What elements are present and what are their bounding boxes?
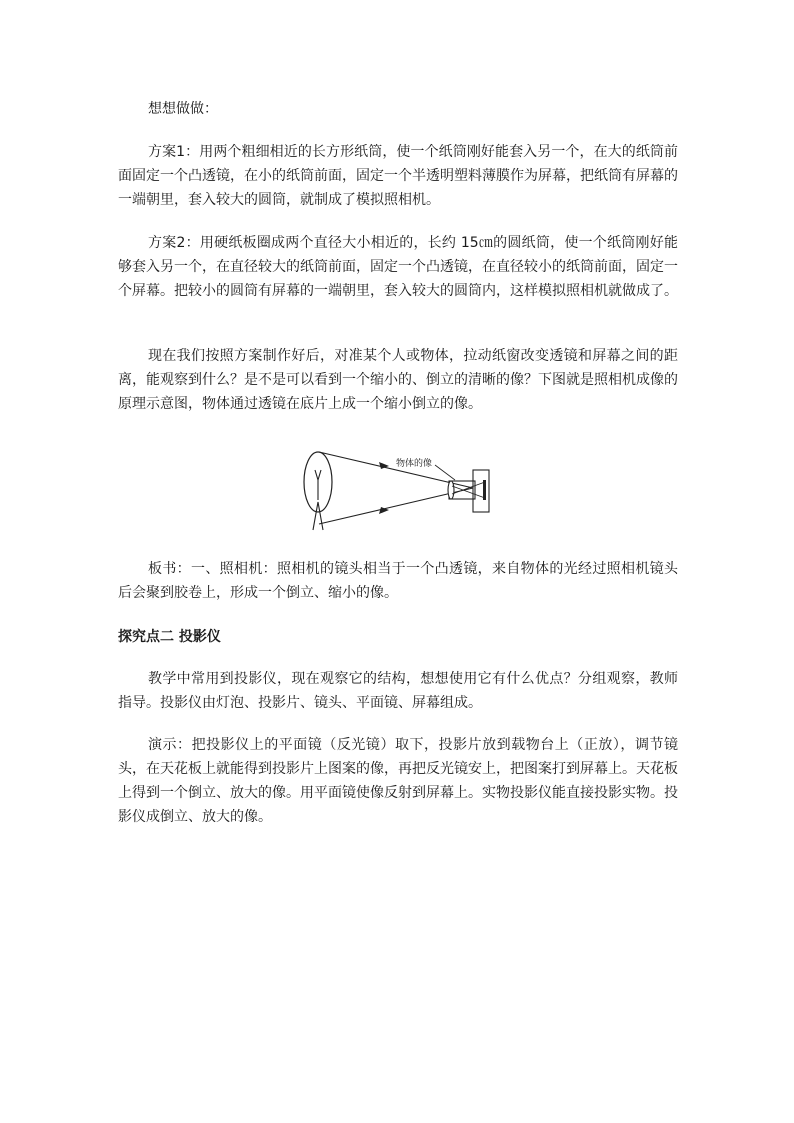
camera-imaging-diagram: [297, 444, 497, 532]
image-label: 物体的像: [396, 459, 433, 469]
lens: [448, 481, 454, 499]
object-figure: [313, 470, 323, 530]
section-heading-projector: 探究点二 投影仪: [118, 629, 221, 645]
board-notes-paragraph: 板书：一、照相机：照相机的镜头相当于一个凸透镜，来自物体的光经过照相机镜头后会聚到胶卷上，形成一个倒立、缩小的像。: [118, 561, 678, 601]
observation-paragraph: 现在我们按照方案制作好后，对准某个人或物体，拉动纸窗改变透镜和屏幕之间的距离，能观察到什么？是不是可以看到一个缩小的、倒立的清晰的像？下图就是照相机成像的原理示意图，物体通过透镜在底片上成一个缩小倒立的像。: [118, 348, 678, 412]
intro-heading: 想想做做：: [148, 101, 218, 117]
plan-1-paragraph: 方案1：用两个粗细相近的长方形纸筒，使一个纸筒刚好能套入另一个，在大的纸筒前面固定一个凸透镜，在小的纸筒前面，固定一个半透明塑料薄膜作为屏幕，把纸筒有屏幕的一端朝里，套入较大的圆筒，就制成了模拟照相机。: [118, 144, 678, 208]
plan-2-paragraph: 方案2：用硬纸板圈成两个直径大小相近的，长约 15㎝的圆纸筒，使一个纸筒刚好能够套入另一个，在直径较大的纸筒前面，固定一个凸透镜，在直径较小的纸筒前面，固定一个屏幕。把较小的圆筒有屏幕的一端朝里，套入较大的圆筒内，这样模拟照相机就做成了。: [118, 235, 678, 299]
projector-paragraph: 教学中常用到投影仪，现在观察它的结构，想想使用它有什么优点？分组观察，教师指导。投影仪由灯泡、投影片、镜头、平面镜、屏幕组成。: [118, 671, 678, 711]
image-label-leader: [435, 465, 455, 480]
demonstration-paragraph: 演示：把投影仪上的平面镜（反光镜）取下，投影片放到载物台上（正放），调节镜头，在天花板上就能得到投影片上图案的像，再把反光镜安上，把图案打到屏幕上。天花板上得到一个倒立、放大的像。用平面镜使像反射到屏幕上。实物投影仪能直接投影实物。投影仪成倒立、放大的像。: [118, 737, 678, 825]
